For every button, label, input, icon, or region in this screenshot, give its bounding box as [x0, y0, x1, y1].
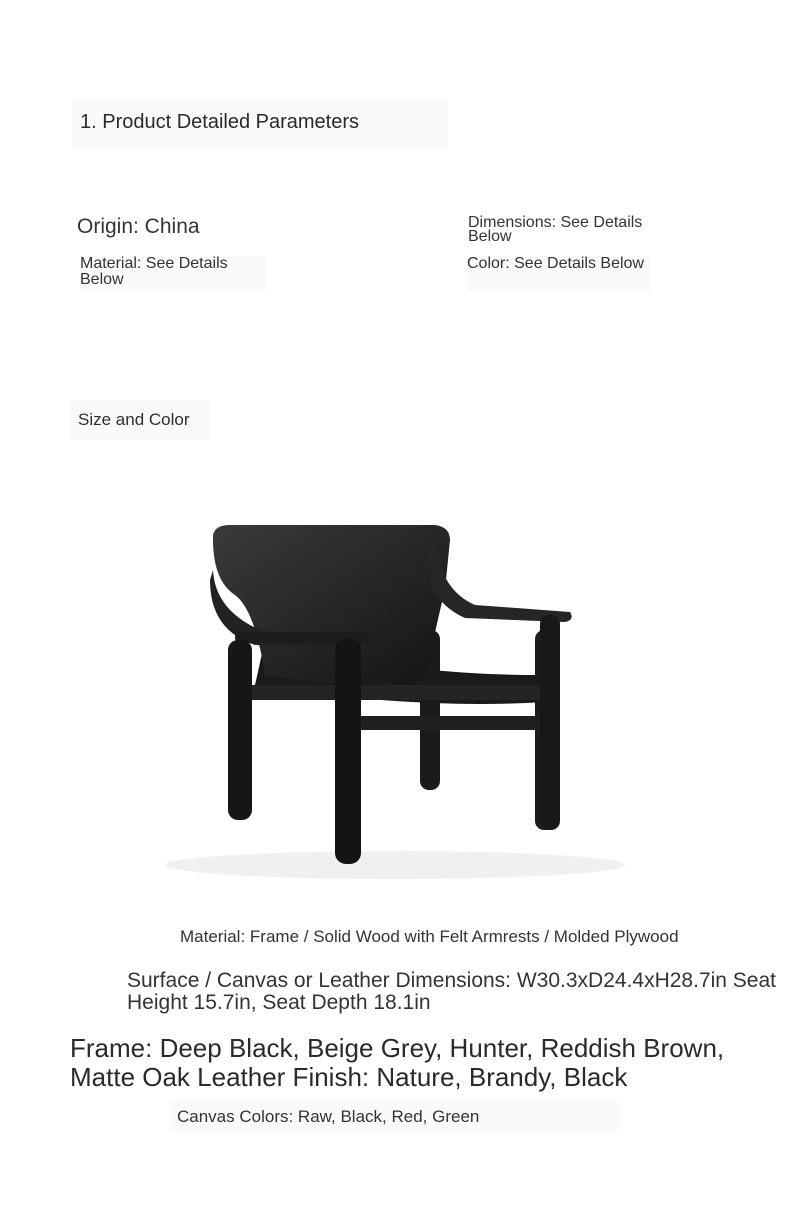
material-param: Material: See Details Below: [80, 256, 266, 290]
canvas-colors-detail: Canvas Colors: Raw, Black, Red, Green: [177, 1107, 480, 1126]
lounge-chair-icon: [115, 480, 675, 900]
size-color-heading-box: [70, 400, 210, 440]
product-image: [115, 480, 675, 900]
section-title: 1. Product Detailed Parameters: [80, 111, 360, 133]
frame-finish-detail: Frame: Deep Black, Beige Grey, Hunter, Reddish Brown, Matte Oak Leather Finish: Nature, Brandy, Black: [70, 1033, 725, 1092]
surface-dimensions-detail: Surface / Canvas or Leather Dimensions: W30.3xD24.4xH28.7in Seat Height 15.7in, Seat Depth 18.1in: [127, 969, 777, 1014]
material-detail: Material: Frame / Solid Wood with Felt Armrests / Molded Plywood: [180, 927, 679, 946]
dimensions-param: Dimensions: See Details Below: [468, 214, 643, 245]
canvas-colors-box: [170, 1100, 620, 1132]
origin-param: Origin: China: [77, 215, 200, 238]
section-title-box: [72, 98, 448, 148]
size-color-heading: Size and Color: [78, 410, 190, 429]
color-param: Color: See Details Below: [467, 256, 651, 290]
